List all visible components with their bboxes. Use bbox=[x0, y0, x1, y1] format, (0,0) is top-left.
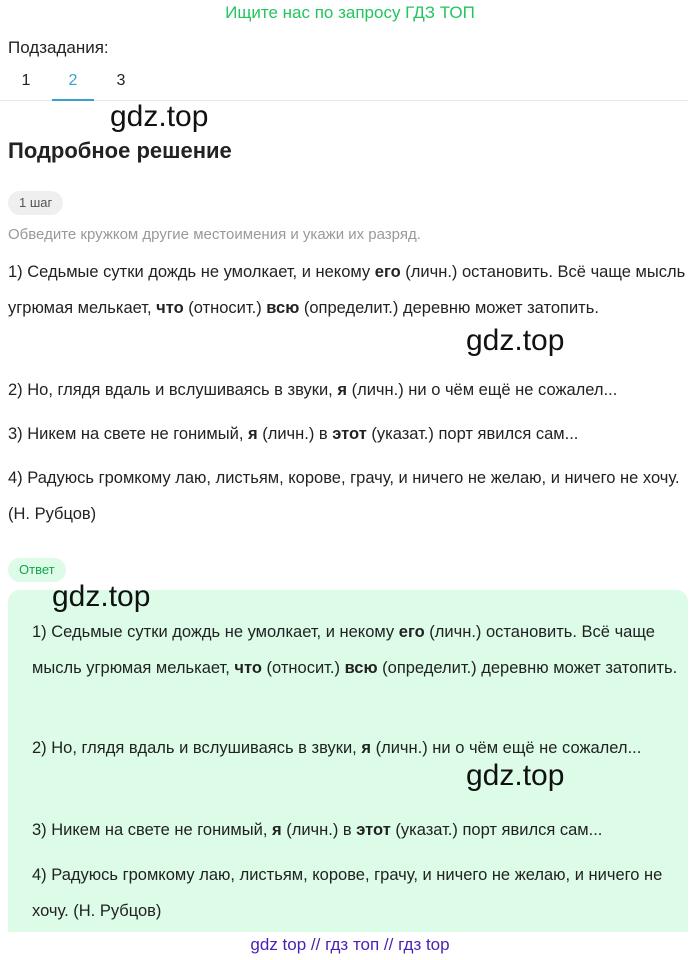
answer-paragraph-3: 3) Никем на свете не гонимый, я (личн.) в этот (указат.) порт явился сам... bbox=[32, 821, 603, 839]
tab-1[interactable]: 1 bbox=[21, 72, 31, 89]
answer-badge: Ответ bbox=[8, 558, 66, 582]
watermark: gdz.top bbox=[466, 324, 565, 357]
tab-3[interactable]: 3 bbox=[116, 72, 126, 89]
solution-paragraph-1: 1) Седьмые сутки дождь не умолкает, и некому его (личн.) остановить. Всё чаще мысль угрюмая мелькает, что (относит.) всю (определит.) деревню может затопить. bbox=[8, 263, 686, 317]
watermark: gdz.top bbox=[52, 580, 151, 613]
subtask-tabs bbox=[0, 62, 688, 101]
step-badge: 1 шаг bbox=[8, 191, 63, 215]
search-banner: Ищите нас по запросу ГДЗ ТОП bbox=[225, 3, 475, 22]
answer-paragraph-1: 1) Седьмые сутки дождь не умолкает, и некому его (личн.) остановить. Всё чаще мысль угрюмая мелькает, что (относит.) всю (определит.) деревню может затопить. bbox=[32, 623, 678, 677]
solution-paragraph-3: 3) Никем на свете не гонимый, я (личн.) в этот (указат.) порт явился сам... bbox=[8, 425, 579, 443]
watermark: gdz.top bbox=[466, 759, 565, 792]
solution-paragraph-2: 2) Но, глядя вдаль и вслушиваясь в звуки, я (личн.) ни о чём ещё не сожалел... bbox=[8, 381, 618, 399]
answer-paragraph-2: 2) Но, глядя вдаль и вслушиваясь в звуки, я (личн.) ни о чём ещё не сожалел... bbox=[32, 739, 642, 757]
solution-paragraph-4: 4) Радуюсь громкому лаю, листьям, корове, грачу, и ничего не желаю, и ничего не хочу. (Н. Рубцов) bbox=[8, 469, 680, 523]
tab-2-active[interactable]: 2 bbox=[52, 62, 94, 100]
footer-links: gdz top // гдз топ // гдз top bbox=[250, 935, 450, 954]
section-title: Подробное решение bbox=[8, 138, 232, 163]
subtasks-label: Подзадания: bbox=[8, 38, 109, 57]
task-hint: Обведите кружком другие местоимения и укажи их разряд. bbox=[8, 226, 421, 243]
answer-paragraph-4: 4) Радуюсь громкому лаю, листьям, корове, грачу, и ничего не желаю, и ничего не хочу. (Н. Рубцов) bbox=[32, 866, 663, 920]
watermark: gdz.top bbox=[110, 100, 209, 133]
